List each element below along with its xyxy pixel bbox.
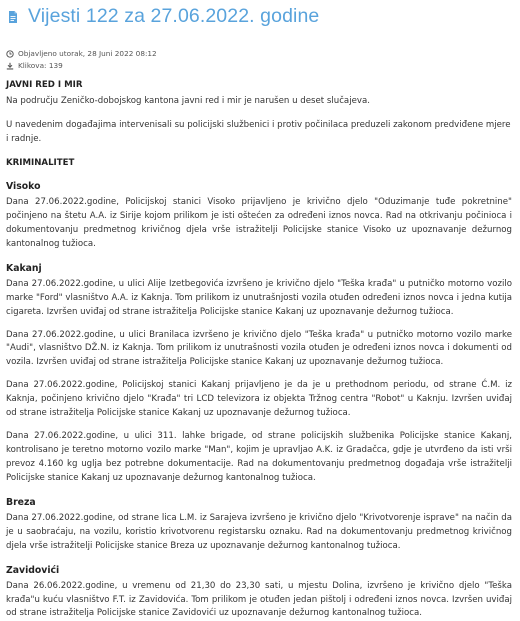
hits-count: Klikova: 139 xyxy=(18,60,63,70)
article-header xyxy=(6,0,514,34)
article-body xyxy=(6,79,512,621)
paragraph: Dana 27.06.2022.godine, Policijskoj stanici Visoko prijavljeno je krivično djelo "Oduzimanje tuđe pokretnine" počinjeno na štetu A.A. iz Sirije kojom prilikom je isti oštećen za određeni iznos novca. Rad na otkrivanju počinioca i dokumentovanju predmetnog krivičnog djela vrše istražitelji Policijske stanice Visoko uz upoznavanje dežurnog kantonalnog tužioca. xyxy=(6,197,512,249)
clock-icon xyxy=(6,50,14,58)
page-title[interactable]: Vijesti 122 za 27.06.2022. godine xyxy=(28,5,320,28)
hits-row xyxy=(6,60,514,72)
paragraph: Dana 27.06.2022.godine, Policijskoj stanici Kakanj prijavljeno je da je u prethodnom periodu, od strane Ć.M. iz Kaknja, počinjeno krivično djelo "Krađa" tri LCD televizora iz objekta Tržnog centra "Robot" u Kaknju. Izvršen uviđaj od strane istražitelja Policijske stanice Kakanj uz upoznavanje dežurnog tužioca. xyxy=(6,380,512,419)
paragraph: Na području Zeničko-dobojskog kantona javni red i mir je narušen u deset slučajeva. xyxy=(6,96,370,107)
paragraph: Dana 27.06.2022.godine, u ulici 311. lahke brigade, od strane policijskih službenika Policijske stanice Kakanj, kontrolisano je teretno motorno vozilo marke "Man", kojim je upravljao A.K. iz Gradačca, gdje je utvrđeno da isti vrši prevoz 4.160 kg uglja bez potrebne dokumentacije. Rad na dokumentovanju predmetnog događaja vrše istražitelji Policijske stanice Kakanj uz upoznavanje dežurnog kantonalnog tužioca. xyxy=(6,431,512,483)
section-heading-public-order: JAVNI RED I MIR xyxy=(6,80,83,91)
download-icon xyxy=(6,62,14,70)
section-heading-crime: KRIMINALITET xyxy=(6,158,75,169)
city-heading-visoko: Visoko xyxy=(6,180,41,192)
city-heading-breza: Breza xyxy=(6,496,36,508)
paragraph: Dana 27.06.2022.godine, u ulici Branilaca izvršeno je krivično djelo "Teška krađa" u putničko motorno vozilo marke "Audi", vlasništvo DŽ.N. iz Kaknja. Tom prilikom iz unutrašnosti vozila otuđen je određeni iznos novca i dokumenti od vozila. Izvršen uviđaj od strane istražitelja Policijske stanice Kakanj uz upoznavanje dežurnog tužioca. xyxy=(6,329,512,368)
paragraph: Dana 26.06.2022.godine, u vremenu od 21,30 do 23,30 sati, u mjestu Dolina, izvršeno je krivično djelo "Teška krađa"u kuću vlasništvo F.T. iz Zavidovića. Tom prilikom je otuđen jedan pištolj i određeni iznos novca. Izvršen uviđaj od strane istražitelja Policijske stanice Zavidovići uz upoznavanje dežurnog kantonalnog tužioca. xyxy=(6,580,512,619)
paragraph: Dana 27.06.2022.godine, od strane lica L.M. iz Sarajeva izvršeno je krivično djelo "Krivotvorenje isprave" na način da je u saobraćaju, na vozilu, koristio krivotvorenu registarsku oznaku. Rad na dokumentovanju predmetnog krivičnog djela vrše istražitelji Policijske stanice Breza uz upoznavanje dežurnog kantonalnog tužioca. xyxy=(6,512,512,551)
paragraph: Dana 27.06.2022.godine, u ulici Alije Izetbegovića izvršeno je krivično djelo "Teška krađa" u putničko motorno vozilo marke "Ford" vlasništvo A.A. iz Kaknja. Tom prilikom iz unutrašnjosti vozila otuđen određeni iznos novca i jedna kutija cigareta. Izvršen uviđaj od strane istražitelja Policijske stanice Kakanj uz upoznavanje dežurnog tužioca. xyxy=(6,278,512,317)
published-date: Objavljeno utorak, 28 Juni 2022 08:12 xyxy=(18,49,157,58)
paragraph: U navedenim događajima intervenisali su policijski službenici i protiv počinilaca preduzeli zakonom predviđene mjere i radnje. xyxy=(6,120,511,145)
file-icon xyxy=(6,10,20,24)
city-heading-zavidovici: Zavidovići xyxy=(6,564,60,576)
article-meta xyxy=(6,48,514,71)
published-row xyxy=(6,48,514,60)
city-heading-kakanj: Kakanj xyxy=(6,262,42,274)
